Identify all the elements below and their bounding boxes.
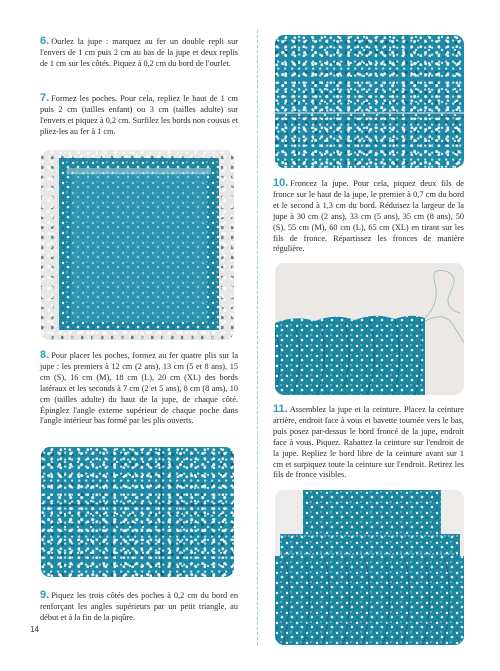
step-text: Pour placer les poches, formez au fer quatre plis sur la jupe : les premiers à 12 cm (2 ans), 13 cm (5 et 8 ans), 15 cm (S), 16 cm (M), 18 cm (L), 20 cm (XL) des bords latéraux et les seconds à 7 cm (2 et 5 ans), 8 cm (8 ans), 10 cm (tailles adulte) du haut de la jupe, de chaque côté. Épinglez l'angle externe supérieur de chaque poche dans l'angle intérieur bas formé par les plis ouverts. (40, 351, 238, 426)
step-text: Ourlez la jupe : marquez au fer un double repli sur l'envers de 1 cm puis 2 cm au bas de la jupe et deux replis de 1 cm sur les côtés. Piquez à 0,2 cm du bord de l'ourlet. (40, 37, 238, 68)
pocket-illustration (41, 150, 234, 340)
step-7 (40, 93, 238, 138)
fabric-edge-illustration (275, 35, 464, 168)
fold-lines-illustration (41, 447, 234, 577)
photo-pocket-folded (41, 150, 234, 340)
step-number: 10. (273, 177, 289, 189)
step-10 (273, 178, 464, 255)
page-number: 14 (30, 625, 39, 634)
column-divider (257, 30, 258, 645)
step-number: 11. (273, 403, 288, 415)
step-text: Formez les poches. Pour cela, repliez le haut de 1 cm puis 2 cm (tailles enfant) ou 3 cm (tailles adulte) sur l'envers et piquez à 0,2 cm. Surfilez les bords non cousus et pliez-les au fer à 1 cm. (40, 94, 238, 136)
step-9 (40, 590, 238, 624)
photo-gathering (275, 263, 464, 395)
step-number: 9. (40, 589, 50, 601)
step-text: Froncez la jupe. Pour cela, piquez deux fils de fronce sur le haut de la jupe, le premier à 0,7 cm du bord et le second à 1,3 cm du bord. Réduisez la largeur de la jupe à 30 cm (2 ans), 33 cm (5 ans), 35 cm (8 ans), 50 (S), 55 cm (M), 60 cm (L), 65 cm (XL) en tirant sur les fils de fronce. Répartissez les fronces de manière régulière. (273, 179, 464, 254)
step-8 (40, 350, 238, 427)
gathering-illustration (275, 263, 464, 395)
step-11 (273, 404, 464, 481)
photo-fabric-top (275, 35, 464, 168)
step-number: 8. (40, 349, 50, 361)
photo-skirt-waistband (275, 490, 464, 645)
step-number: 6. (40, 35, 50, 47)
photo-pockets-pinned (41, 447, 234, 577)
step-6 (40, 36, 238, 70)
waistband-illustration (275, 490, 464, 645)
step-number: 7. (40, 92, 50, 104)
step-text: Assemblez la jupe et la ceinture. Placez la ceinture arrière, endroit face à vous et bavette tournée vers le bas, puis posez par-dessus le bord froncé de la jupe, endroit face à vous. Piquez. Rabattez la ceinture sur l'endroit de la jupe. Repliez le bord libre de la ceinture avant sur 1 cm et surpiquez toute la ceinture sur l'endroit. Retirez les fils de fronce visibles. (273, 405, 464, 480)
step-text: Piquez les trois côtés des poches à 0,2 cm du bord en renforçant les angles supérieurs par un petit triangle, au début et à la fin de la piqûre. (40, 591, 238, 622)
